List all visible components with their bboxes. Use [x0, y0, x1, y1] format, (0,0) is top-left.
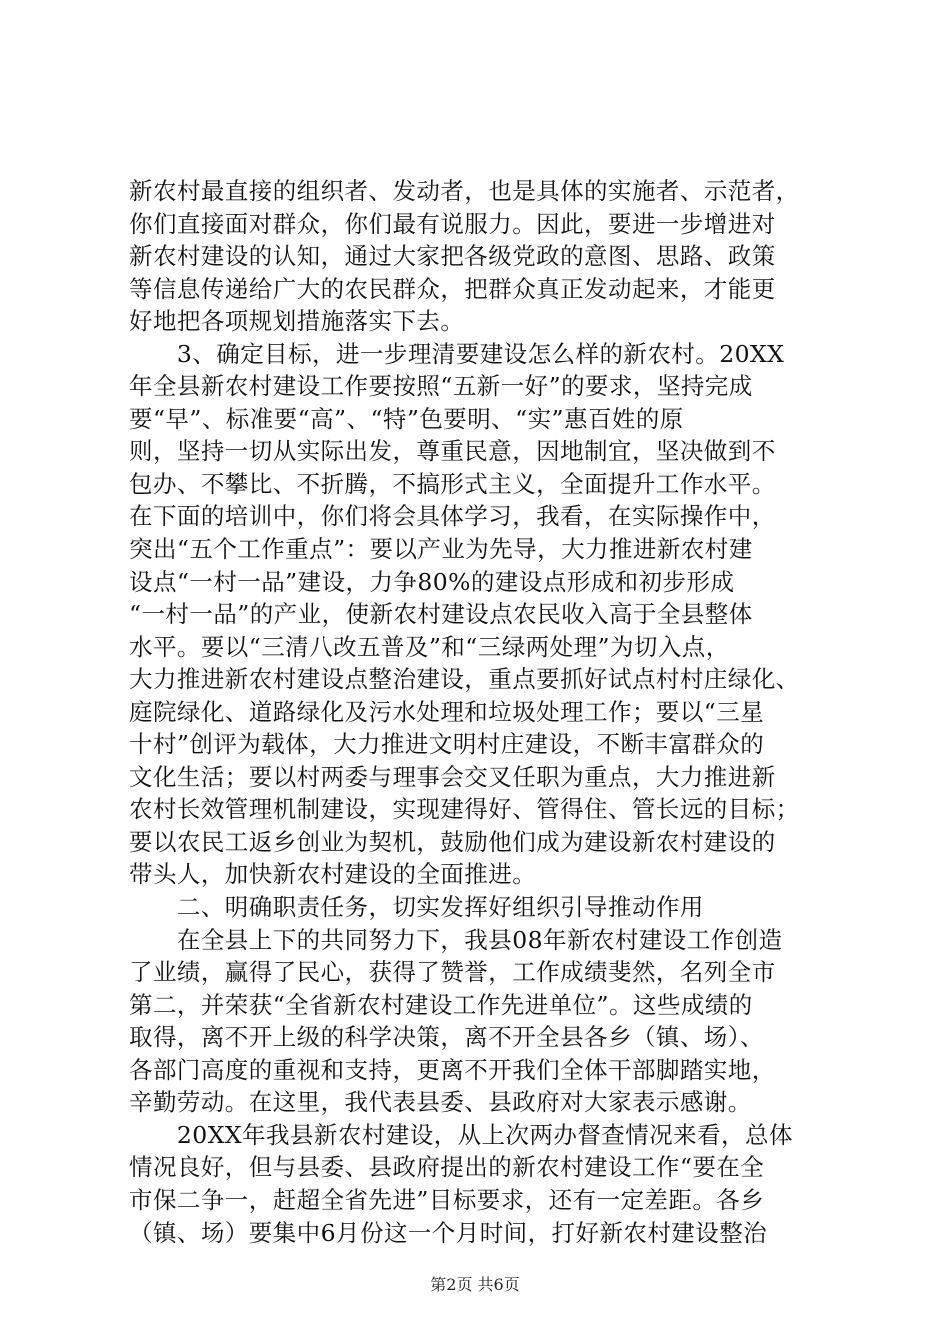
text-line: 取得，离不开上级的科学决策，离不开全县各乡（镇、场）、: [129, 1023, 764, 1052]
text-line: 了业绩，赢得了民心，获得了赞誉，工作成绩斐然，名列全市: [129, 958, 776, 987]
text-line: 庭院绿化、道路绿化及污水处理和垃圾处理工作；要以“三星: [129, 697, 765, 726]
text-line: 十村”创评为载体，大力推进文明村庄建设，不断丰富群众的: [129, 730, 765, 759]
text-line: 辛勤劳动。在这里，我代表县委、县政府对大家表示感谢。: [129, 1088, 752, 1117]
text-line: 要以农民工返乡创业为契机，鼓励他们成为建设新农村建设的: [129, 827, 776, 856]
text-line: 带头人，加快新农村建设的全面推进。: [129, 860, 537, 889]
text-line: “一村一品”的产业，使新农村建设点农民收入高于全县整体: [129, 600, 753, 629]
text-line: 在下面的培训中，你们将会具体学习，我看，在实际操作中，: [129, 502, 776, 531]
text-line: 农村长效管理机制建设，实现建得好、管得住、管长远的目标；: [129, 795, 800, 824]
text-line: 你们直接面对群众，你们最有说服力。因此，要进一步增进对: [129, 209, 776, 238]
text-line: 文化生活；要以村两委与理事会交叉任职为重点，大力推进新: [129, 762, 776, 791]
text-line: 要“早”、标准要“高”、“特”色要明、“实”惠百姓的原: [129, 404, 684, 433]
text-line: 包办、不攀比、不折腾，不搞形式主义，全面提升工作水平。: [129, 469, 776, 498]
text-line: 大力推进新农村建设点整治建设，重点要抓好试点村村庄绿化、: [129, 665, 800, 694]
text-line: 年全县新农村建设工作要按照“五新一好”的要求，坚持完成: [129, 372, 753, 401]
text-line: 3、确定目标，进一步理清要建设怎么样的新农村。20XX: [129, 339, 785, 368]
text-line: 第二，并荣获“全省新农村建设工作先进单位”。这些成绩的: [129, 990, 753, 1019]
text-line: 新农村建设的认知，通过大家把各级党政的意图、思路、政策: [129, 242, 776, 271]
text-line: 好地把各项规划措施落实下去。: [129, 307, 465, 336]
document-body: [129, 175, 829, 1249]
text-line: 新农村最直接的组织者、发动者，也是具体的实施者、示范者，: [129, 177, 800, 205]
page-footer: 第2页 共6页: [430, 1275, 520, 1294]
text-line: 等信息传递给广大的农民群众，把群众真正发动起来，才能更: [129, 274, 776, 303]
text-line: 突出“五个工作重点”：要以产业为先导，大力推进新农村建: [129, 535, 753, 564]
text-line: 情况良好，但与县委、县政府提出的新农村建设工作“要在全: [129, 1153, 765, 1182]
text-line: 20XX年我县新农村建设，从上次两办督查情况来看，总体: [129, 1120, 793, 1149]
text-line: 各部门高度的重视和支持，更离不开我们全体干部脚踏实地，: [129, 1055, 776, 1084]
text-line: 水平。要以“三清八改五普及”和“三绿两处理”为切入点，: [129, 632, 730, 661]
text-line: 则，坚持一切从实际出发，尊重民意，因地制宜，坚决做到不: [129, 437, 776, 466]
text-line: 在全县上下的共同努力下，我县08年新农村建设工作创造: [129, 925, 783, 954]
text-line: 二、明确职责任务，切实发挥好组织引导推动作用: [129, 893, 704, 922]
text-line: 市保二争一，赶超全省先进”目标要求，还有一定差距。各乡: [129, 1185, 765, 1214]
text-line: 设点“一村一品”建设，力争80%的建设点形成和初步形成: [129, 567, 735, 596]
text-line: （镇、场）要集中6月份这一个月时间，打好新农村建设整治: [129, 1218, 768, 1247]
